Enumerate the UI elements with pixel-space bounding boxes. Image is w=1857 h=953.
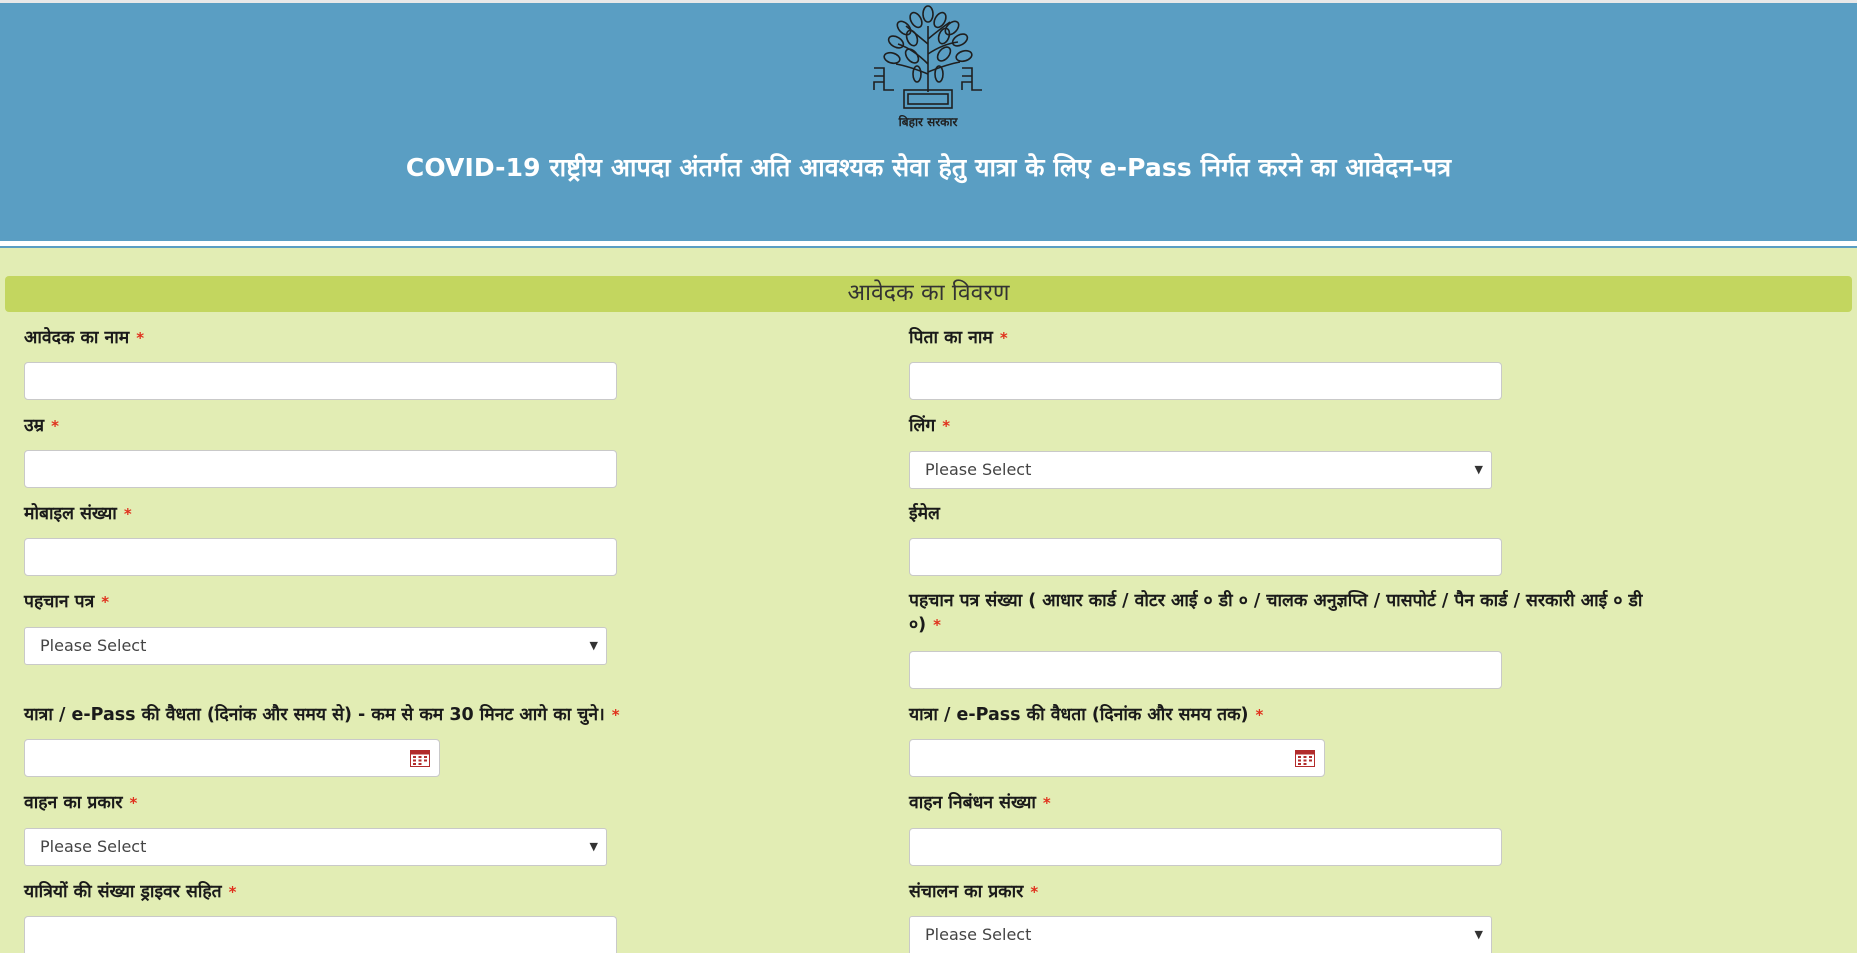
mobile-label: मोबाइल संख्या * — [24, 504, 132, 524]
operation-type-select-value: Please Select — [925, 925, 1032, 944]
email-input[interactable] — [909, 538, 1502, 576]
valid-from-datetime-input[interactable] — [24, 739, 440, 777]
required-marker: * — [1255, 706, 1264, 724]
required-marker: * — [942, 417, 951, 435]
bihar-emblem-icon — [868, 4, 988, 130]
passenger-count-label: यात्रियों की संख्या ड्राइवर सहित * — [24, 882, 237, 902]
emblem-caption: बिहार सरकार — [898, 115, 958, 129]
vehicle-type-select[interactable] — [24, 828, 607, 866]
required-marker: * — [933, 616, 941, 634]
id-proof-select[interactable] — [24, 627, 607, 665]
chevron-down-icon: ▼ — [1474, 463, 1483, 476]
id-proof-select-value: Please Select — [40, 636, 147, 655]
header-divider — [0, 241, 1857, 246]
valid-to-datetime-input[interactable] — [909, 739, 1325, 777]
required-marker: * — [123, 505, 132, 523]
gender-select[interactable] — [909, 451, 1492, 489]
required-marker: * — [129, 794, 138, 812]
chevron-down-icon: ▼ — [1474, 928, 1483, 941]
section-header: आवेदक का विवरण — [5, 276, 1852, 312]
chevron-down-icon: ▼ — [589, 639, 598, 652]
calendar-icon[interactable] — [410, 749, 430, 767]
valid-from-label: यात्रा / e-Pass की वैधता (दिनांक और समय से) - कम से कम 30 मिनट आगे का चुने। * — [24, 705, 620, 725]
required-marker: * — [1030, 883, 1039, 901]
chevron-down-icon: ▼ — [589, 840, 598, 853]
father-name-label: पिता का नाम * — [909, 328, 1008, 348]
gender-label: लिंग * — [909, 416, 951, 436]
valid-to-label: यात्रा / e-Pass की वैधता (दिनांक और समय तक) * — [909, 705, 1264, 725]
id-number-label: पहचान पत्र संख्या ( आधार कार्ड / वोटर आई ० डी ० / चालक अनुज्ञप्ति / पासपोर्ट / पैन कार्ड / सरकारी आई ० डी ०) * — [909, 591, 1643, 635]
required-marker: * — [228, 883, 237, 901]
calendar-icon[interactable] — [1295, 749, 1315, 767]
mobile-input[interactable] — [24, 538, 617, 576]
applicant-name-label: आवेदक का नाम * — [24, 328, 145, 348]
required-marker: * — [51, 417, 59, 435]
page-title: COVID-19 राष्ट्रीय आपदा अंतर्गत अति आवश्यक सेवा हेतु यात्रा के लिए e-Pass निर्गत करने का आवेदन-पत्र — [405, 153, 1452, 182]
age-input[interactable] — [24, 450, 617, 488]
gender-select-value: Please Select — [925, 460, 1032, 479]
vehicle-type-select-value: Please Select — [40, 837, 147, 856]
vehicle-type-label: वाहन का प्रकार * — [24, 793, 138, 813]
required-marker: * — [1042, 794, 1051, 812]
email-label: ईमेल — [909, 504, 940, 524]
required-marker: * — [136, 329, 145, 347]
applicant-name-input[interactable] — [24, 362, 617, 400]
passenger-count-input[interactable] — [24, 916, 617, 953]
vehicle-reg-input[interactable] — [909, 828, 1502, 866]
required-marker: * — [101, 593, 110, 611]
vehicle-reg-label: वाहन निबंधन संख्या * — [909, 793, 1051, 813]
father-name-input[interactable] — [909, 362, 1502, 400]
operation-type-label: संचालन का प्रकार * — [909, 882, 1039, 902]
required-marker: * — [999, 329, 1008, 347]
operation-type-select[interactable] — [909, 916, 1492, 953]
required-marker: * — [611, 706, 620, 724]
id-number-input[interactable] — [909, 651, 1502, 689]
id-proof-label: पहचान पत्र * — [24, 592, 110, 612]
age-label: उम्र * — [24, 416, 59, 436]
